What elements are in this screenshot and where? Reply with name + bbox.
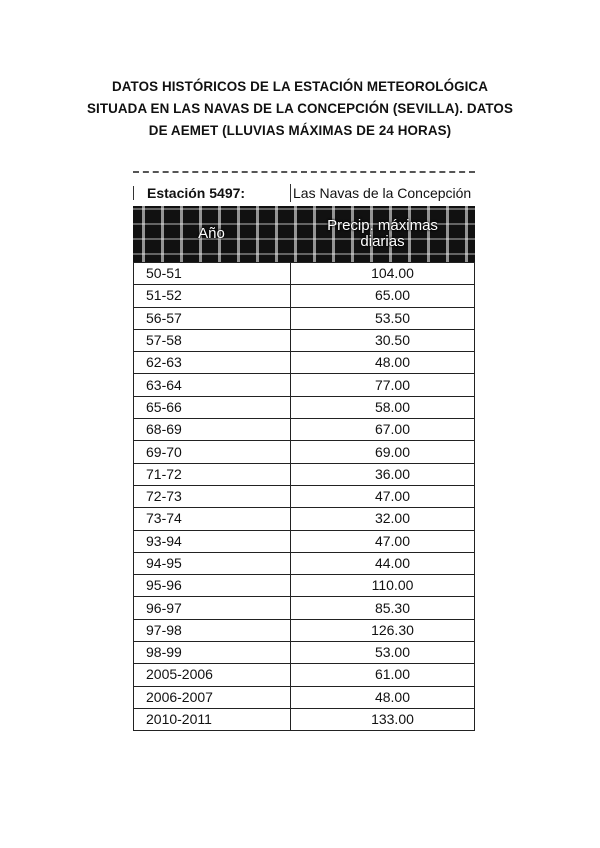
table-row bbox=[134, 575, 475, 597]
title-line-3: DE AEMET (LLUVIAS MÁXIMAS DE 24 HORAS) bbox=[148, 123, 452, 138]
table-row bbox=[134, 374, 475, 396]
table-row bbox=[134, 307, 475, 329]
year-cell: 2010-2011 bbox=[134, 708, 291, 730]
table-row bbox=[134, 463, 475, 485]
table-row bbox=[134, 485, 475, 507]
header-precip-line-1: Precip. máximas bbox=[327, 217, 438, 234]
table-row bbox=[134, 352, 475, 374]
precip-value-cell: 44.00 bbox=[291, 552, 475, 574]
year-cell: 71-72 bbox=[134, 463, 291, 485]
station-value: Las Navas de la Concepción bbox=[290, 184, 475, 202]
precip-value-cell: 126.30 bbox=[291, 619, 475, 641]
document-title bbox=[60, 76, 540, 142]
precip-value-cell: 48.00 bbox=[291, 686, 475, 708]
year-cell: 56-57 bbox=[134, 307, 291, 329]
header-year: Año bbox=[198, 225, 225, 242]
precip-value-cell: 69.00 bbox=[291, 441, 475, 463]
precip-value-cell: 48.00 bbox=[291, 352, 475, 374]
year-cell: 63-64 bbox=[134, 374, 291, 396]
table-row bbox=[134, 619, 475, 641]
station-row bbox=[133, 180, 475, 205]
table-row bbox=[134, 329, 475, 351]
title-line-2: SITUADA EN LAS NAVAS DE LA CONCEPCIÓN (SEVILLA). DATOS bbox=[87, 101, 513, 116]
precip-value-cell: 58.00 bbox=[291, 396, 475, 418]
table-header bbox=[133, 206, 475, 262]
precip-value-cell: 47.00 bbox=[291, 485, 475, 507]
year-cell: 94-95 bbox=[134, 552, 291, 574]
year-cell: 98-99 bbox=[134, 642, 291, 664]
year-cell: 65-66 bbox=[134, 396, 291, 418]
year-cell: 97-98 bbox=[134, 619, 291, 641]
table-row bbox=[134, 396, 475, 418]
year-cell: 2006-2007 bbox=[134, 686, 291, 708]
year-cell: 72-73 bbox=[134, 485, 291, 507]
header-precip bbox=[290, 206, 475, 262]
year-cell: 2005-2006 bbox=[134, 664, 291, 686]
precip-value-cell: 85.30 bbox=[291, 597, 475, 619]
table-row bbox=[134, 419, 475, 441]
year-cell: 51-52 bbox=[134, 285, 291, 307]
table-row bbox=[134, 642, 475, 664]
year-cell: 73-74 bbox=[134, 508, 291, 530]
table-row bbox=[134, 708, 475, 730]
year-cell: 50-51 bbox=[134, 263, 291, 285]
precip-value-cell: 47.00 bbox=[291, 530, 475, 552]
table-row bbox=[134, 530, 475, 552]
table-body bbox=[134, 263, 475, 731]
precip-value-cell: 77.00 bbox=[291, 374, 475, 396]
precip-value-cell: 32.00 bbox=[291, 508, 475, 530]
table-row bbox=[134, 285, 475, 307]
precip-value-cell: 53.50 bbox=[291, 307, 475, 329]
precip-value-cell: 110.00 bbox=[291, 575, 475, 597]
year-cell: 95-96 bbox=[134, 575, 291, 597]
year-cell: 69-70 bbox=[134, 441, 291, 463]
year-cell: 96-97 bbox=[134, 597, 291, 619]
year-cell: 93-94 bbox=[134, 530, 291, 552]
precip-value-cell: 53.00 bbox=[291, 642, 475, 664]
year-cell: 68-69 bbox=[134, 419, 291, 441]
year-cell: 57-58 bbox=[134, 329, 291, 351]
table-row bbox=[134, 441, 475, 463]
precip-value-cell: 61.00 bbox=[291, 664, 475, 686]
title-line-1: DATOS HISTÓRICOS DE LA ESTACIÓN METEOROLÓGICA bbox=[112, 79, 488, 94]
table-row bbox=[134, 597, 475, 619]
table-row bbox=[134, 664, 475, 686]
station-label: Estación 5497: bbox=[147, 184, 246, 201]
header-precip-line-2: diarias bbox=[360, 233, 405, 250]
precip-value-cell: 30.50 bbox=[291, 329, 475, 351]
precip-value-cell: 36.00 bbox=[291, 463, 475, 485]
year-cell: 62-63 bbox=[134, 352, 291, 374]
precip-value-cell: 67.00 bbox=[291, 419, 475, 441]
precip-value-cell: 65.00 bbox=[291, 285, 475, 307]
precipitation-table bbox=[133, 262, 475, 731]
table-row bbox=[134, 263, 475, 285]
dashed-divider bbox=[133, 171, 475, 173]
table-row bbox=[134, 686, 475, 708]
precip-value-cell: 104.00 bbox=[291, 263, 475, 285]
table-row bbox=[134, 508, 475, 530]
precip-value-cell: 133.00 bbox=[291, 708, 475, 730]
table-row bbox=[134, 552, 475, 574]
